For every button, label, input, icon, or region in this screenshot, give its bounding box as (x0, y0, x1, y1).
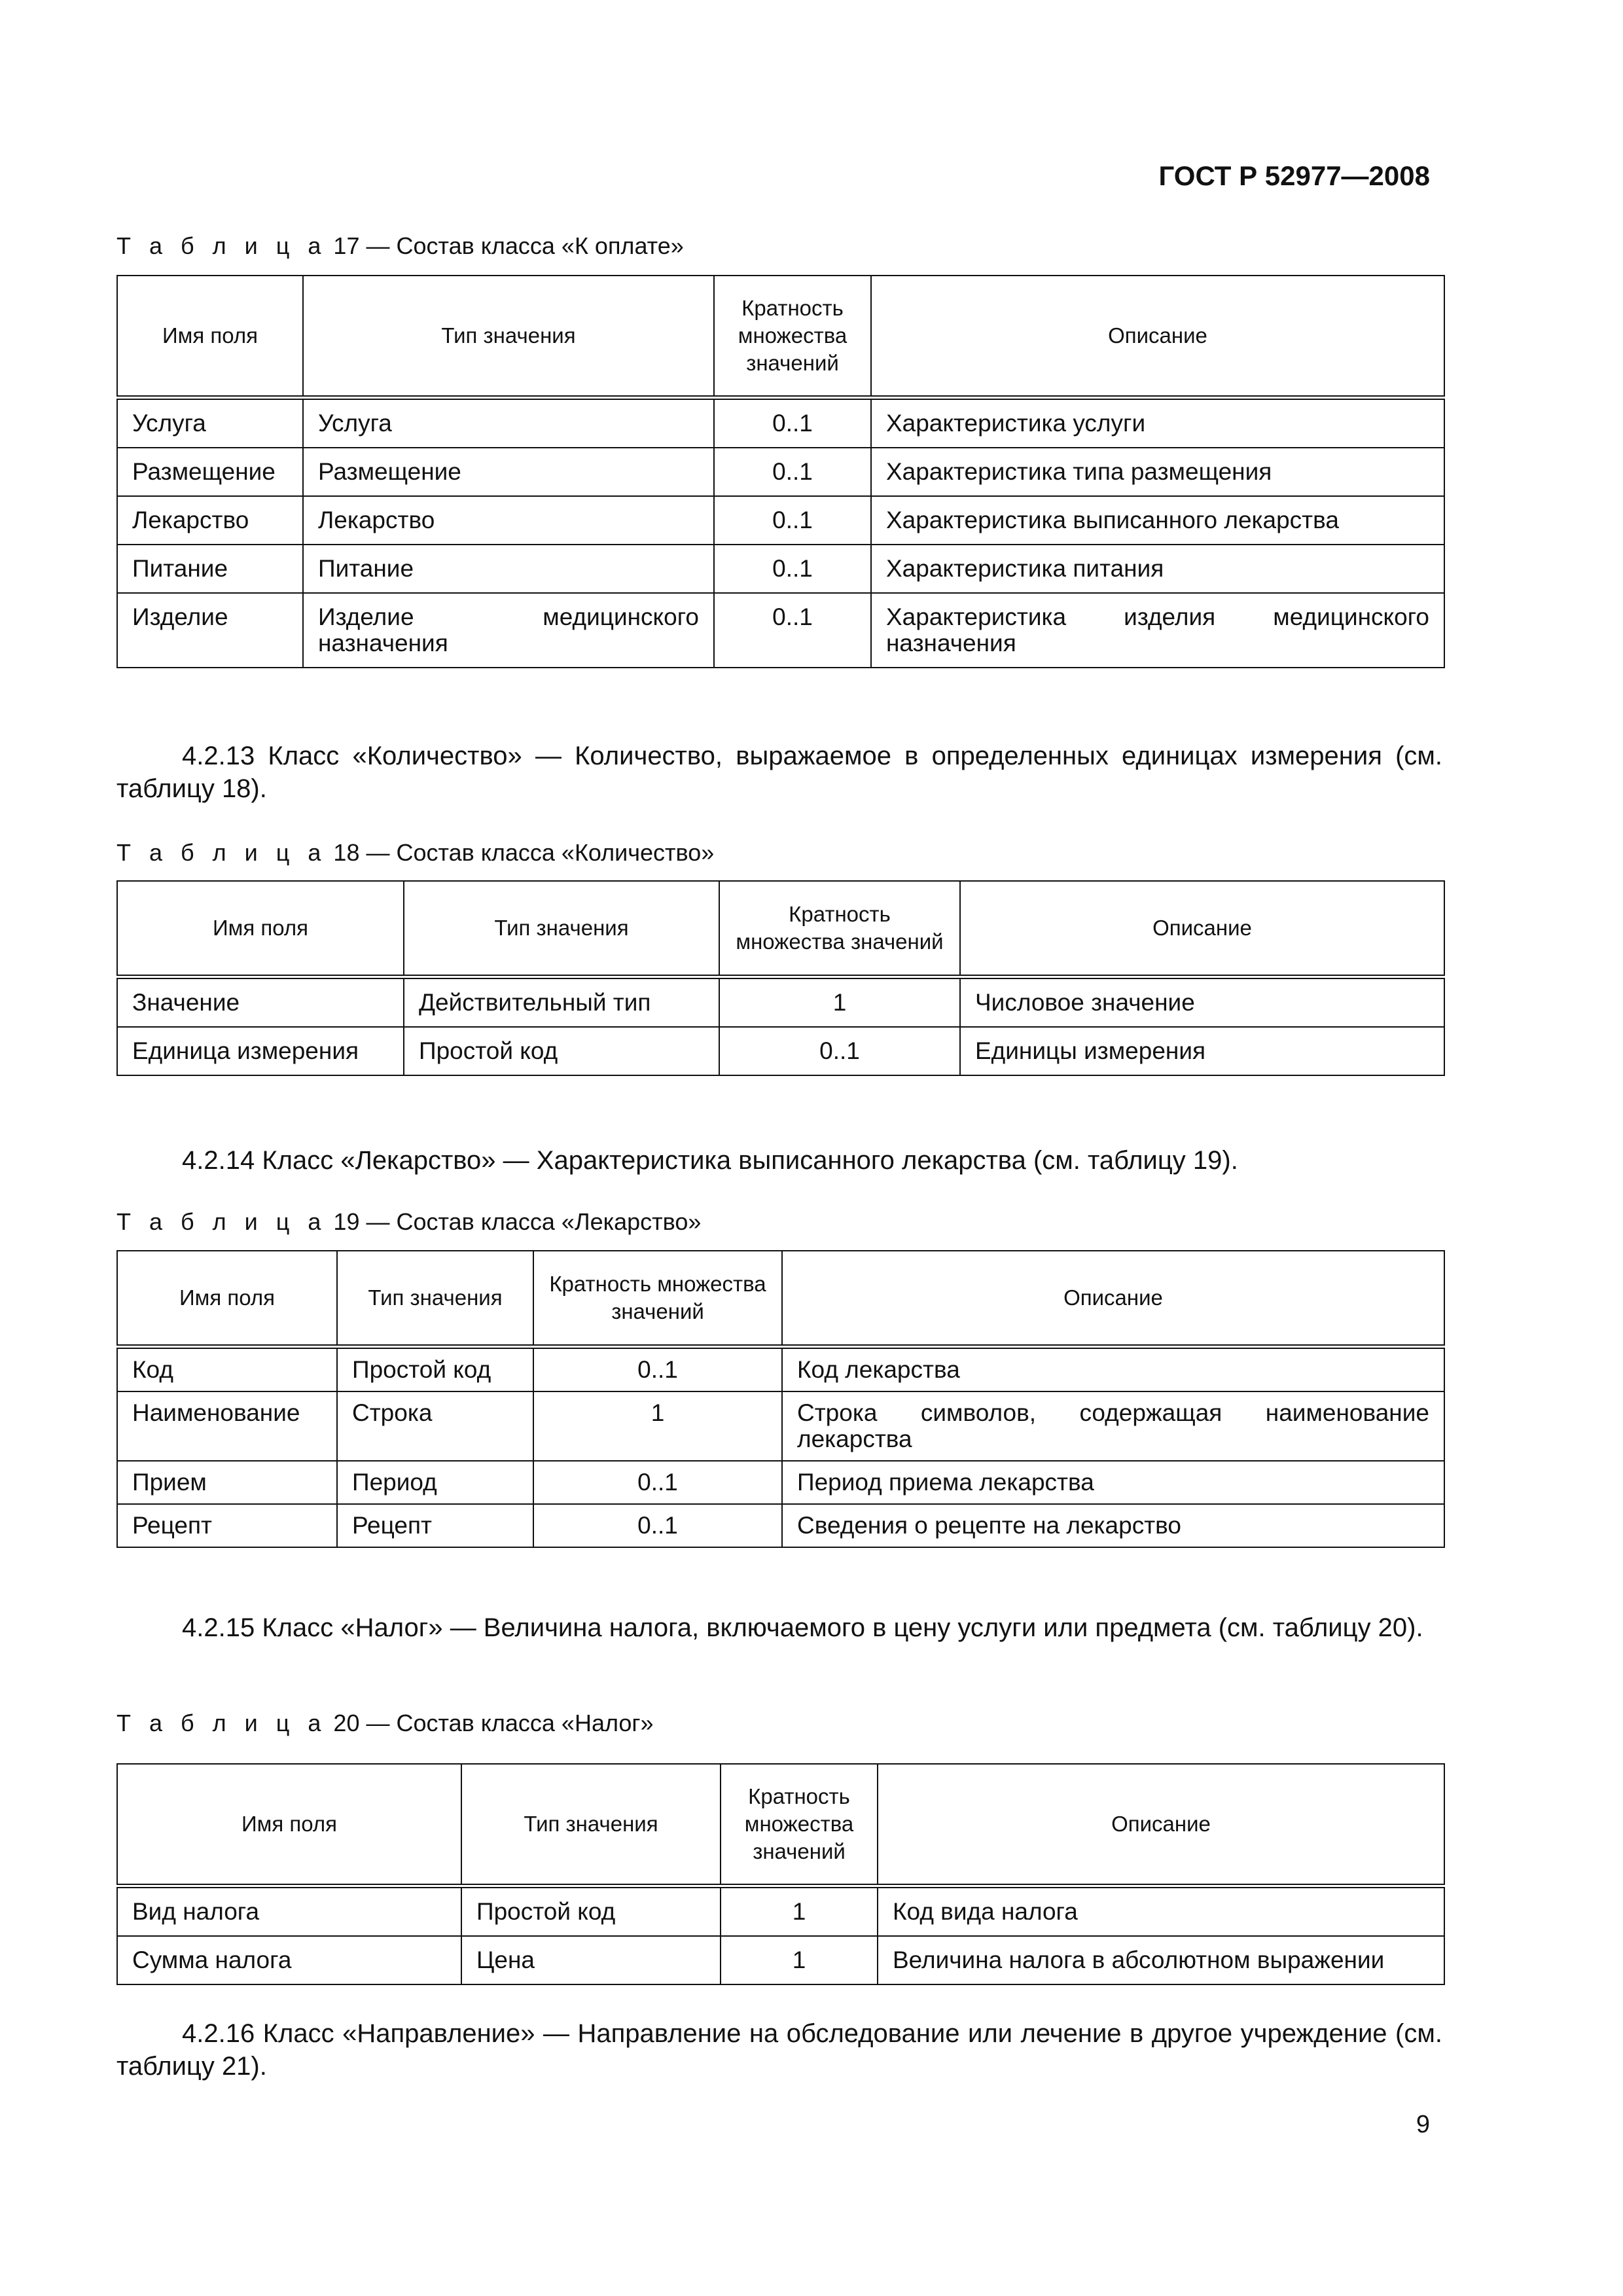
cell: Лекарство (117, 496, 303, 545)
table-row (117, 1346, 1444, 1391)
table-row (117, 1027, 1444, 1075)
cell: Размещение (117, 448, 303, 496)
cell: Рецепт (337, 1504, 533, 1547)
paragraph-4-2-13 (116, 740, 1442, 805)
paragraph-text: 4.2.13 Класс «Количество» — Количество, выражаемое в определенных единицах измерения (см. таблицу 18). (116, 742, 1442, 803)
cell: Размещение (303, 448, 714, 496)
table-20-caption (116, 1710, 654, 1737)
table-17-caption (116, 232, 684, 260)
cell: Характеристика типа размещения (871, 448, 1444, 496)
cell: Простой код (461, 1886, 721, 1936)
cell: Рецепт (117, 1504, 337, 1547)
cell: Прием (117, 1461, 337, 1504)
cell: Лекарство (303, 496, 714, 545)
cell: Единицы измерения (960, 1027, 1444, 1075)
paragraph-text: 4.2.15 Класс «Налог» — Величина налога, включаемого в цену услуги или предмета (см. таблицу 20). (182, 1613, 1423, 1642)
cell: 1 (533, 1391, 782, 1461)
cell: Изделие (117, 593, 303, 668)
page-number: 9 (1416, 2111, 1430, 2138)
cell: 0..1 (719, 1027, 960, 1075)
column-header: Имя поля (117, 276, 303, 397)
cell: Величина налога в абсолютном выражении (878, 1936, 1444, 1984)
column-header: Имя поля (117, 881, 404, 977)
cell: Сумма налога (117, 1936, 461, 1984)
table-row (117, 496, 1444, 545)
cell: Питание (117, 545, 303, 593)
cell: Вид налога (117, 1886, 461, 1936)
cell: Простой код (404, 1027, 719, 1075)
table-19 (116, 1250, 1445, 1548)
column-header: Кратность множества значений (721, 1764, 878, 1886)
cell: 0..1 (714, 593, 871, 668)
document-code: ГОСТ Р 52977—2008 (1158, 160, 1430, 191)
table-row (117, 977, 1444, 1027)
column-header: Описание (782, 1251, 1444, 1346)
cell: Код лекарства (782, 1346, 1444, 1391)
table-row (117, 448, 1444, 496)
cell: Период (337, 1461, 533, 1504)
cell: 0..1 (533, 1461, 782, 1504)
paragraph-text: 4.2.14 Класс «Лекарство» — Характеристика выписанного лекарства (см. таблицу 19). (182, 1146, 1238, 1175)
column-header: Тип значения (404, 881, 719, 977)
paragraph-text: 4.2.16 Класс «Направление» — Направление на обследование или лечение в другое учреждение (см. таблицу 21). (116, 2019, 1442, 2081)
cell: 0..1 (533, 1346, 782, 1391)
paragraph-4-2-16 (116, 2017, 1442, 2083)
cell: Действительный тип (404, 977, 719, 1027)
column-header: Имя поля (117, 1251, 337, 1346)
cell: Код (117, 1346, 337, 1391)
table-row (117, 1886, 1444, 1936)
table-row (117, 593, 1444, 668)
column-header: Тип значения (461, 1764, 721, 1886)
cell: Числовое значение (960, 977, 1444, 1027)
table-label: Т а б л и ц а (116, 232, 327, 259)
table-row (117, 1391, 1444, 1461)
cell: Характеристика изделия медицинского назначения (871, 593, 1444, 668)
cell: Характеристика выписанного лекарства (871, 496, 1444, 545)
cell: Код вида налога (878, 1886, 1444, 1936)
table-caption-text: 18 — Состав класса «Количество» (333, 839, 715, 866)
table-row (117, 1461, 1444, 1504)
cell: Характеристика питания (871, 545, 1444, 593)
table-18 (116, 880, 1445, 1076)
cell: Простой код (337, 1346, 533, 1391)
table-20 (116, 1763, 1445, 1985)
cell: Питание (303, 545, 714, 593)
table-17 (116, 275, 1445, 668)
column-header: Описание (878, 1764, 1444, 1886)
table-row (117, 545, 1444, 593)
column-header: Описание (871, 276, 1444, 397)
cell: Строка символов, содержащая наименование лекарства (782, 1391, 1444, 1461)
cell: 0..1 (714, 448, 871, 496)
table-row (117, 1936, 1444, 1984)
table-18-caption (116, 839, 714, 867)
table-caption-text: 19 — Состав класса «Лекарство» (333, 1208, 702, 1235)
table-label: Т а б л и ц а (116, 1208, 327, 1235)
cell: Цена (461, 1936, 721, 1984)
column-header: Кратность множества значений (714, 276, 871, 397)
table-label: Т а б л и ц а (116, 839, 327, 866)
table-label: Т а б л и ц а (116, 1710, 327, 1736)
cell: Изделие медицинского назначения (303, 593, 714, 668)
column-header: Тип значения (337, 1251, 533, 1346)
table-row (117, 1504, 1444, 1547)
cell: 0..1 (714, 397, 871, 448)
cell: Наименование (117, 1391, 337, 1461)
column-header: Описание (960, 881, 1444, 977)
column-header: Тип значения (303, 276, 714, 397)
cell: 0..1 (714, 545, 871, 593)
cell: Единица измерения (117, 1027, 404, 1075)
table-caption-text: 20 — Состав класса «Налог» (333, 1710, 654, 1736)
paragraph-4-2-14 (116, 1144, 1442, 1177)
column-header: Имя поля (117, 1764, 461, 1886)
cell: 1 (721, 1886, 878, 1936)
cell: Характеристика услуги (871, 397, 1444, 448)
cell: 1 (721, 1936, 878, 1984)
table-19-caption (116, 1208, 701, 1236)
table-caption-text: 17 — Состав класса «К оплате» (333, 232, 684, 259)
table-row (117, 397, 1444, 448)
cell: Значение (117, 977, 404, 1027)
cell: Строка (337, 1391, 533, 1461)
column-header: Кратность множества значений (719, 881, 960, 977)
cell: 0..1 (533, 1504, 782, 1547)
cell: Услуга (303, 397, 714, 448)
column-header: Кратность множества значений (533, 1251, 782, 1346)
cell: Период приема лекарства (782, 1461, 1444, 1504)
cell: 1 (719, 977, 960, 1027)
cell: Сведения о рецепте на лекарство (782, 1504, 1444, 1547)
cell: Услуга (117, 397, 303, 448)
cell: 0..1 (714, 496, 871, 545)
paragraph-4-2-15 (116, 1611, 1442, 1644)
